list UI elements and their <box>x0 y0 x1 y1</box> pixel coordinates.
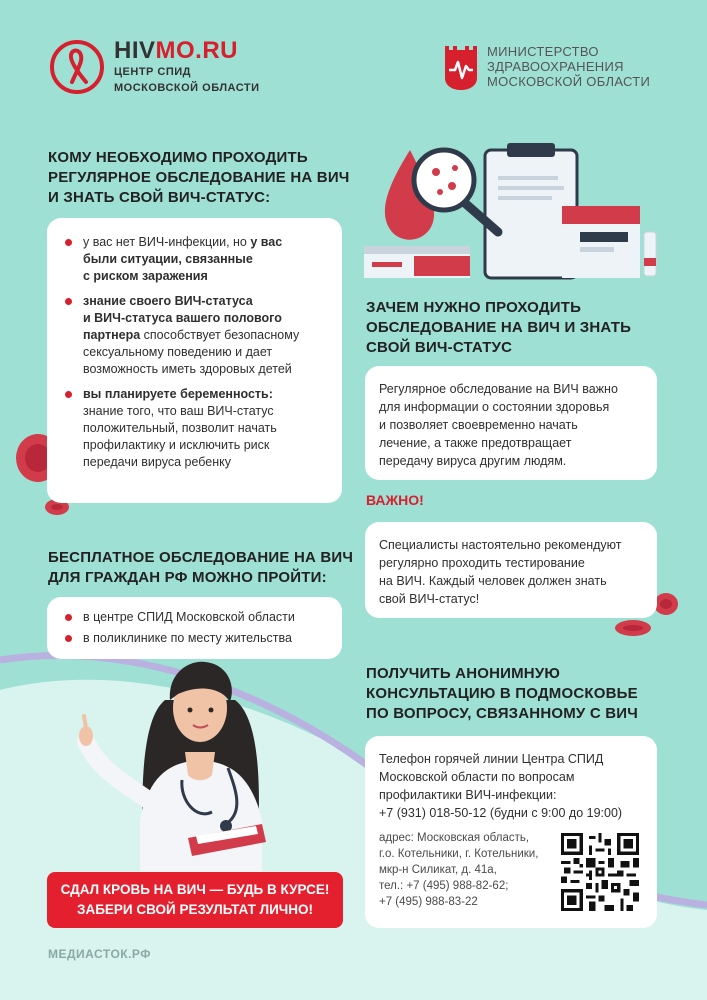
list-item: в поликлинике по месту жительства <box>65 630 328 647</box>
section2-heading: ЗАЧЕМ НУЖНО ПРОХОДИТЬ ОБСЛЕДОВАНИЕ НА ВИЧ И ЗНАТЬ СВОЙ ВИЧ-СТАТУС <box>366 299 632 356</box>
consultation-card: Телефон горячей линии Центра СПИД Московской области по вопросам профилактики ВИЧ-инфекции: +7 (931) 018-50-12 (будни с 9:00 до 19:00) адрес: Московская область, г.о. Котельники, г. Котельники, мкр-н Силикат, д. 41а, тел.: +7 (495) 988-82-62; +7 (495) 988-83-22 <box>365 736 657 928</box>
hivmo-logo[interactable] <box>48 38 260 96</box>
list-item: в центре СПИД Московской области <box>65 609 328 626</box>
address-block: адрес: Московская область, г.о. Котельники, г. Котельники, мкр-н Силикат, д. 41а, тел.: +7 (495) 988-82-62; +7 (495) 988-83-22 <box>379 830 643 910</box>
section1-heading: КОМУ НЕОБХОДИМО ПРОХОДИТЬ РЕГУЛЯРНОЕ ОБСЛЕДОВАНИЕ НА ВИЧ И ЗНАТЬ СВОЙ ВИЧ-СТАТУС: <box>48 149 350 206</box>
ministry-line-3: МОСКОВСКОЙ ОБЛАСТИ <box>487 74 651 89</box>
ministry-emblem-icon <box>443 44 479 92</box>
footer-source[interactable]: МЕДИАСТОК.РФ <box>48 947 152 961</box>
qr-code[interactable] <box>561 833 639 911</box>
list-item: вы планируете беременность: знание того, что ваш ВИЧ-статус положительный, позволит начать профилактику и исключить риск передачи вируса ребенку <box>65 386 328 471</box>
important-card: Специалисты настоятельно рекомендуют регулярно проходить тестирование на ВИЧ. Каждый человек должен знать свой ВИЧ-статус! <box>365 522 657 618</box>
ministry-line-1: МИНИСТЕРСТВО <box>487 44 599 59</box>
logo-sub-2: МОСКОВСКОЙ ОБЛАСТИ <box>114 82 260 94</box>
cta-banner: СДАЛ КРОВЬ НА ВИЧ — БУДЬ В КУРСЕ! ЗАБЕРИ СВОЙ РЕЗУЛЬТАТ ЛИЧНО! <box>47 872 343 928</box>
logo-sub-1: ЦЕНТР СПИД <box>114 66 192 78</box>
phone-1[interactable]: тел.: +7 (495) 988-82-62; <box>379 880 509 892</box>
section3-heading: БЕСПЛАТНОЕ ОБСЛЕДОВАНИЕ НА ВИЧ ДЛЯ ГРАЖДАН РФ МОЖНО ПРОЙТИ: <box>48 549 354 586</box>
ministry-line-2: ЗДРАВООХРАНЕНИЯ <box>487 59 624 74</box>
who-needs-card <box>47 218 342 503</box>
logo-title: HIVMO.RU <box>114 37 239 64</box>
why-card: Регулярное обследование на ВИЧ важно для информации о состоянии здоровья и позволяет своевременно начать лечение, а также предотвращает передачу вируса другим людям. <box>365 366 657 480</box>
lab-illustration <box>364 143 656 278</box>
red-ribbon-icon <box>48 38 106 96</box>
important-label: ВАЖНО! <box>366 492 424 508</box>
list-item: знание своего ВИЧ-статуса и ВИЧ-статуса вашего полового партнера способствует безопасному сексуальному поведению и дает возможность иметь здоровых детей <box>65 293 328 378</box>
ministry-logo <box>443 44 650 92</box>
hotline-phone[interactable]: +7 (931) 018-50-12 (будни с 9:00 до 19:00) <box>379 806 623 820</box>
list-item: у вас нет ВИЧ-инфекции, но у вас были ситуации, связанные с риском заражения <box>65 234 328 285</box>
free-testing-card <box>47 597 342 659</box>
phone-2[interactable]: +7 (495) 988-83-22 <box>379 896 478 908</box>
section4-heading: ПОЛУЧИТЬ АНОНИМНУЮ КОНСУЛЬТАЦИЮ В ПОДМОСКОВЬЕ ПО ВОПРОСУ, СВЯЗАННОМУ С ВИЧ <box>366 665 638 722</box>
